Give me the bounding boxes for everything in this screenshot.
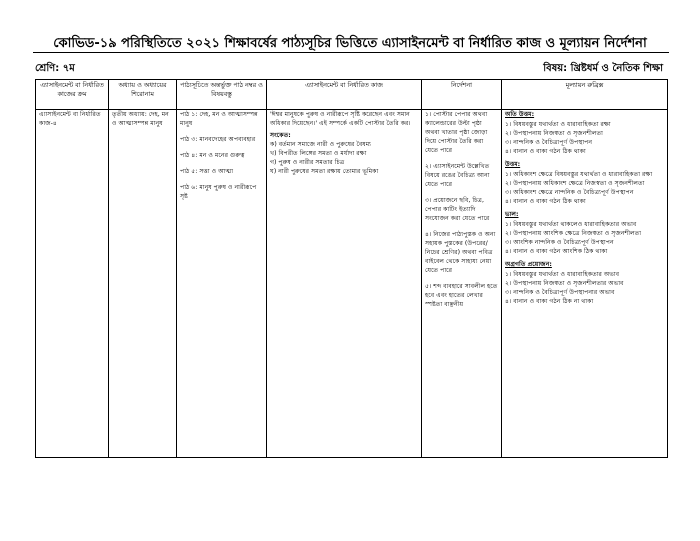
rubric-level-title: অতি উত্তম: — [505, 111, 535, 118]
lesson-item: পাঠ ৬: মানুষ পুরুষ ও নারীরূপে সৃষ্ট — [180, 183, 257, 200]
assignment-sequence: এ্যাসাইনমেন্ট বা নির্ধারিত কাজ-৪ — [39, 111, 101, 127]
rubric-item: ৪। বানান ও বাক্য গঠন ঠিক থাকা — [505, 147, 586, 155]
assignment-table — [35, 79, 668, 458]
rubric-level-title: ভাল: — [505, 210, 519, 218]
rubric-item: ২। উপস্থাপনায় নিজস্বতা ও সৃজনশীলতা — [505, 129, 603, 137]
column-header: অধ্যায় ও অধ্যায়ের শিরোনাম — [109, 80, 177, 110]
hint-item: ঘ) নারী পুরুষের সমতা রক্ষায় তোমার ভূমিকা — [270, 167, 379, 175]
rubric-item: ৩। নান্দনিক ও বৈচিত্র্যপূর্ণ উপস্থাপন — [505, 138, 593, 146]
rubric-item: ৪। বানান ও বাক্য গঠন ঠিক না থাকা — [505, 297, 594, 305]
instruction-item: ৩। প্রয়োজনে ছবি, চিত্র, পেপার কাটিং ইত্যাদি সংযোজন করা যেতে পারে — [425, 196, 490, 222]
lesson-item: পাঠ ৪: মন ও মনের গুরুত্ব — [180, 151, 245, 159]
assignment-prompt: 'ঈশ্বর মানুষকে পুরুষ ও নারীরূপে সৃষ্টি করেছেন এবং সমান অধিকার দিয়েছেন।' এই সম্পর্কে একটি পোস্টার তৈরি কর। — [270, 111, 411, 127]
rubric-item: ১। বিষয়বস্তুর যথার্থতা ও ধারাবাহিকতা রক্ষা — [505, 120, 611, 128]
rubric-item: ৪। বানান ও বাক্য গঠন ঠিক থাকা — [505, 197, 586, 205]
rubric-level-title: উত্তম: — [505, 160, 521, 168]
column-header: এ্যাসাইনমেন্ট বা নির্ধারিত কাজ — [267, 80, 422, 110]
title-underline — [33, 52, 669, 53]
rubric-level-title: অগ্রগতি প্রয়োজন: — [505, 260, 552, 268]
chapter-title: তৃতীয় অধ্যায়: দেহ, মন ও আত্মাসম্পন্ন মানুষ — [112, 111, 169, 127]
column-header: পাঠ্যসূচিতে অন্তর্ভুক্ত পাঠ নম্বর ও বিষয়বস্তু — [177, 80, 267, 110]
rubric-item: ২। উপস্থাপনায় নিজস্বতা ও সৃজনশীলতার অভাব — [505, 279, 624, 287]
rubric-cell — [502, 110, 668, 458]
hints-title: সংকেত: — [270, 131, 291, 139]
instruction-item: ১। পোস্টার পেপার অথবা ক্যালেন্ডারের উল্টা পৃষ্ঠা অথবা খাতার পৃষ্ঠা জোড়া দিয়ে পোস্টার তৈরি করা যেতে পারে — [425, 111, 488, 154]
instructions-cell — [422, 110, 502, 458]
page-title: কোভিড-১৯ পরিস্থিতিতে ২০২১ শিক্ষাবর্ষের পাঠ্যসূচির ভিত্তিতে এ্যাসাইনমেন্ট বা নির্ধারিত কাজ ও মূল্যায়ন নির্দেশনা — [53, 36, 647, 51]
lesson-item: পাঠ ১: দেহ, মন ও আত্মাসম্পন্ন মানুষ — [180, 111, 258, 127]
rubric-item: ১। অধিকাংশ ক্ষেত্রে বিষয়বস্তুর যথার্থতা ও ধারাবাহিকতা রক্ষা — [505, 170, 653, 178]
chapter-cell — [109, 110, 177, 458]
instruction-item: ২। এ্যাসাইনমেন্ট উল্লেখিত বিষয়ে রঙের বৈচিত্র্য আনা যেতে পারে — [425, 162, 490, 188]
hint-item: খ) বিপরীত লিঙ্গের সমতা ও মর্যাদা রক্ষা — [270, 149, 367, 157]
assignment-sequence-cell — [36, 110, 109, 458]
column-header: এ্যাসাইনমেন্ট বা নির্ধারিত কাজের ক্রম — [36, 80, 109, 110]
rubric-item: ৪। বানান ও বাক্য গঠন আংশিক ঠিক থাকা — [505, 247, 608, 255]
rubric-item: ১। বিষয়বস্তুর যথার্থতা ও ধারাবাহিকতার অভাব — [505, 270, 620, 278]
table-header-row — [36, 80, 668, 110]
hint-item: গ) পুরুষ ও নারীর সমতার চিত্র — [270, 158, 345, 166]
rubric-item: ২। উপস্থাপনায় অধিকাংশ ক্ষেত্রে নিজস্বতা ও সৃজনশীলতা — [505, 179, 645, 187]
column-header: মূল্যায়ন রুব্রিক্স — [502, 80, 668, 110]
hint-item: ক) বর্তমান সমাজে নারী ও পুরুষের বৈষম্য — [270, 140, 371, 148]
rubric-item: ৩। আংশিক নান্দনিক ও বৈচিত্র্যপূর্ণ উপস্থাপন — [505, 238, 614, 246]
instruction-item: ৪। নিজের পাঠ্যপুস্তক ও অন্য সহায়ক পুস্তকের (উপরের/ নিচের শ্রেণির) অথবা পবিত্র বাইবেল থেকে সাহায্য নেয়া যেতে পারে — [425, 230, 496, 274]
lesson-item: পাঠ ৫: সত্তা ও আত্মা — [180, 167, 234, 175]
rubric-item: ১। বিষয়বস্তুর যথার্থতা থাকলেও ধারাবাহিকতার অভাব — [505, 220, 637, 228]
lesson-item: পাঠ ৩: মানবদেহের অপব্যবহার — [180, 135, 256, 143]
instruction-item: ৫। শব্দ ব্যবহারে সাবলীল হতে হবে এবং হাতের লেখার স্পষ্টতা বাঞ্ছনীয় — [425, 282, 498, 308]
assignment-cell — [267, 110, 422, 458]
class-label: শ্রেণি: ৭ম — [35, 63, 75, 74]
subject-label: বিষয়: খ্রিষ্টধর্ম ও নৈতিক শিক্ষা — [543, 63, 663, 74]
rubric-item: ৩। নান্দনিক ও বৈচিত্র্যপূর্ণ উপস্থাপনার অভাব — [505, 288, 615, 296]
column-header: নির্দেশনা — [422, 80, 502, 110]
rubric-item: ২। উপস্থাপনায় আংশিক ক্ষেত্রে নিজস্বতা ও সৃজনশীলতা — [505, 229, 642, 237]
table-row — [36, 110, 668, 458]
lessons-cell — [177, 110, 267, 458]
rubric-item: ৩। অধিকাংশ ক্ষেত্রে নান্দনিক ও বৈচিত্র্যপূর্ণ উপস্থাপন — [505, 188, 634, 196]
